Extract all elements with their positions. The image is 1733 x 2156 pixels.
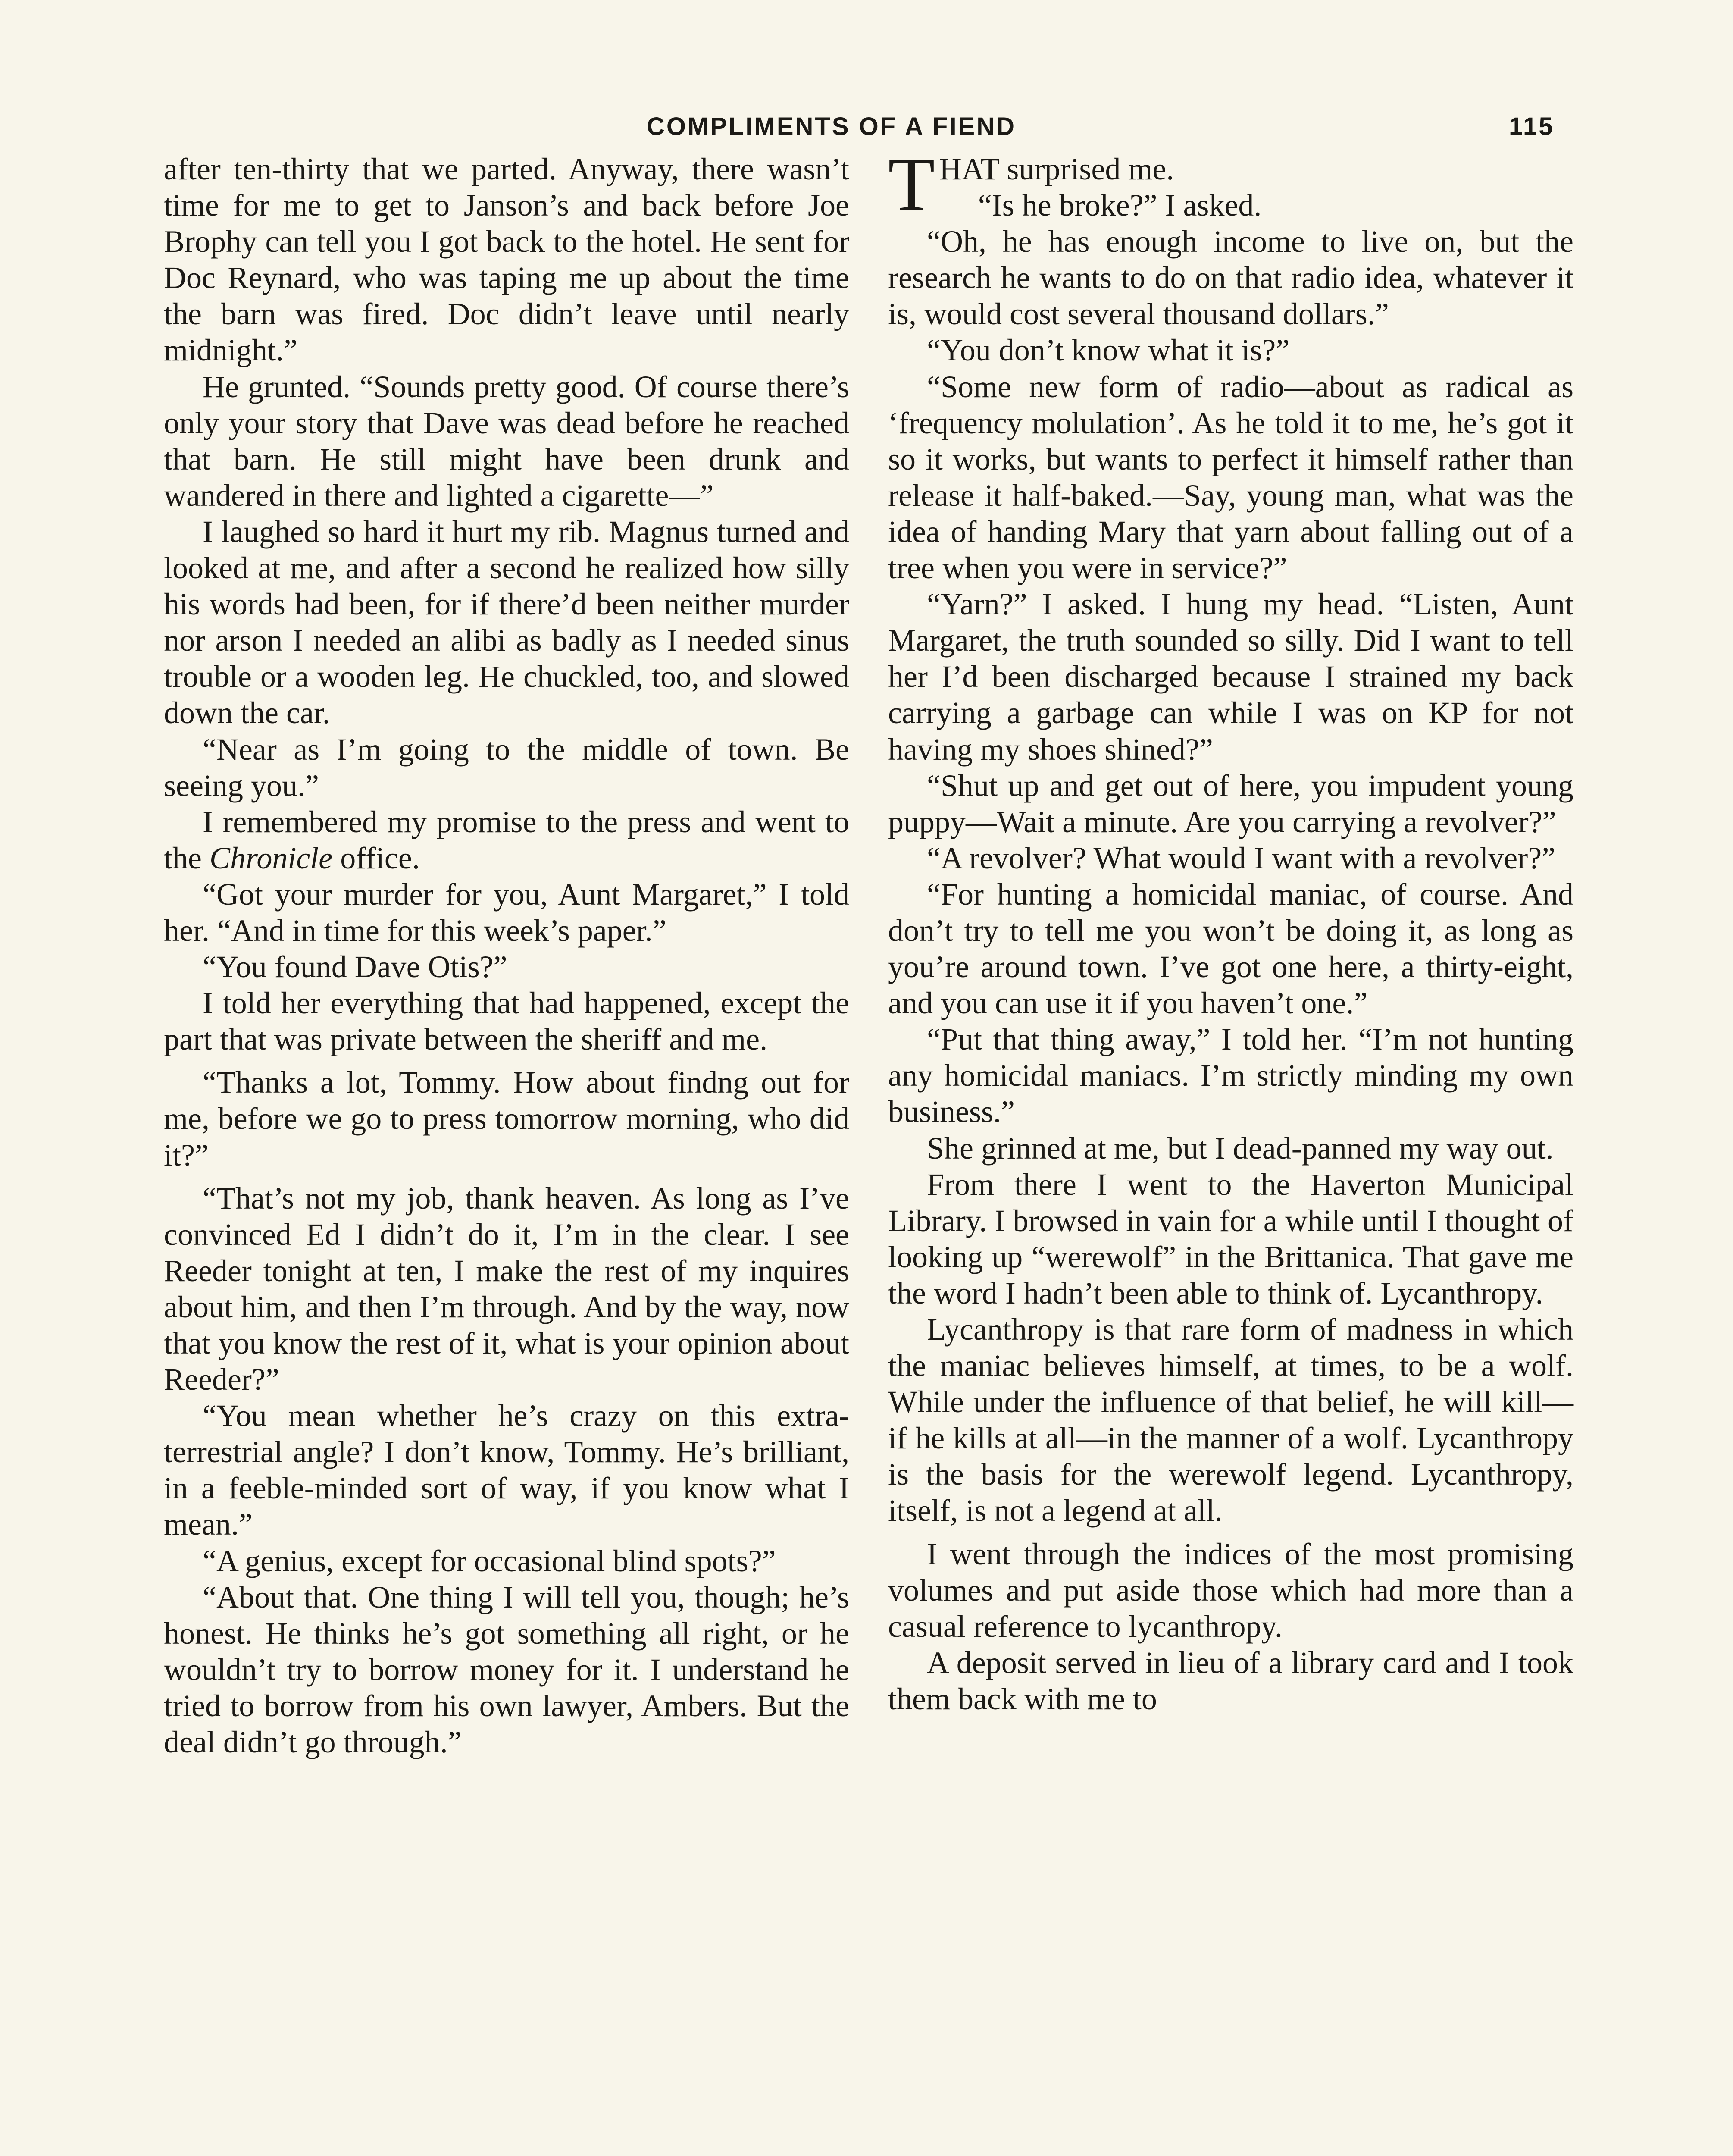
paragraph: “A genius, except for occasional blind spots?” — [203, 1543, 776, 1578]
paragraph-text: I remembered my promise to the press and went to the — [164, 804, 849, 875]
drop-cap: T — [888, 141, 935, 227]
paragraph: “Put that thing away,” I told her. “I’m not hunting any homicidal maniacs. I’m strictly minding my own business.” — [888, 1022, 1573, 1129]
left-column — [164, 151, 849, 1760]
paragraph: A deposit served in lieu of a library card and I took them back with me to — [888, 1645, 1573, 1716]
paragraph: “Some new form of radio—about as radical as ‘frequency molulation’. As he told it to me, he’s got it so it works, but wants to perfect it himself rather than release it half-baked.—Say, young man, what was the idea of handing Mary that yarn about falling out of a tree when you were in service?” — [888, 369, 1573, 586]
running-title: COMPLIMENTS OF A FIEND — [647, 113, 1017, 141]
paragraph: Lycanthropy is that rare form of madness in which the maniac believes himself, at times, to be a wolf. While under the influence of that belief, he will kill—if he kills at all—in the manner of a wolf. Lycanthropy is the basis for the werewolf legend. Lycanthropy, itself, is not a legend at all. — [888, 1312, 1573, 1528]
paragraph: From there I went to the Haverton Municipal Library. I browsed in vain for a while until I thought of looking up “werewolf” in the Brittanica. That gave me the word I hadn’t been able to think of. Lycanthropy. — [888, 1167, 1573, 1310]
paragraph: “Got your murder for you, Aunt Margaret,” I told her. “And in time for this week’s paper.” — [164, 877, 849, 948]
paragraph: “You found Dave Otis?” — [203, 950, 507, 984]
paragraph: “You don’t know what it is?” — [927, 333, 1290, 368]
paragraph: “You mean whether he’s crazy on this extra-terrestrial angle? I don’t know, Tommy. He’s brilliant, in a feeble-minded sort of way, if you know what I mean.” — [164, 1398, 849, 1542]
newspaper-name: Chronicle — [209, 840, 333, 875]
paragraph: “Shut up and get out of here, you impudent young puppy—Wait a minute. Are you carrying a revolver?” — [888, 768, 1573, 839]
paragraph: “Near as I’m going to the middle of town. Be seeing you.” — [164, 732, 849, 803]
page-header — [0, 103, 1733, 151]
lead-text: HAT surprised me. — [939, 152, 1174, 186]
paragraph-text: office. — [332, 840, 420, 875]
paragraph: “That’s not my job, thank heaven. As long as I’ve convinced Ed I didn’t do it, I’m in the clear. I see Reeder tonight at ten, I make the rest of my inquires about him, and then I’m through. And by the way, now that you know the rest of it, what is your opinion about Reeder?” — [164, 1181, 849, 1397]
paragraph: “Is he broke?” I asked. — [978, 188, 1262, 223]
paragraph: “About that. One thing I will tell you, though; he’s honest. He thinks he’s got something all right, or he wouldn’t try to borrow money for it. I understand he tried to borrow from his own lawyer, Ambers. But the deal didn’t go through.” — [164, 1579, 849, 1760]
paragraph: He grunted. “Sounds pretty good. Of course there’s only your story that Dave was dead before he reached that barn. He still might have been drunk and wandered in there and lighted a cigarette—” — [164, 369, 849, 513]
paragraph: “Yarn?” I asked. I hung my head. “Listen, Aunt Margaret, the truth sounded so silly. Did I want to tell her I’d been discharged because I strained my back carrying a garbage can while I was on KP for not having my shoes shined?” — [888, 587, 1573, 767]
paragraph: “Thanks a lot, Tommy. How about findng out for me, before we go to press tomorrow morning, who did it?” — [164, 1065, 849, 1172]
paragraph: I told her everything that had happened, except the part that was private between the sheriff and me. — [164, 986, 849, 1057]
paragraph: I went through the indices of the most promising volumes and put aside those which had more than a casual reference to lycanthropy. — [888, 1536, 1573, 1644]
right-column — [888, 141, 1573, 1717]
paragraph: I laughed so hard it hurt my rib. Magnus turned and looked at me, and after a second he realized how silly his words had been, for if there’d been neither murder nor arson I needed an alibi as badly as I needed sinus trouble or a wooden leg. He chuckled, too, and slowed down the car. — [164, 514, 849, 730]
paragraph: after ten-thirty that we parted. Anyway, there wasn’t time for me to get to Janson’s and back before Joe Brophy can tell you I got back to the hotel. He sent for Doc Reynard, who was taping me up about the time the barn was fired. Doc didn’t leave until nearly midnight.” — [164, 152, 849, 368]
paragraph: “Oh, he has enough income to live on, but the research he wants to do on that radio idea, whatever it is, would cost several thousand dollars.” — [888, 224, 1573, 332]
page-number: 115 — [1509, 113, 1555, 141]
paragraph: She grinned at me, but I dead-panned my way out. — [927, 1131, 1554, 1166]
paragraph: “A revolver? What would I want with a revolver?” — [927, 840, 1556, 875]
paragraph: “For hunting a homicidal maniac, of course. And don’t try to tell me you won’t be doing it, as long as you’re around town. I’ve got one here, a thirty-eight, and you can use it if you haven’t one.” — [888, 877, 1573, 1021]
paragraph — [164, 804, 849, 876]
